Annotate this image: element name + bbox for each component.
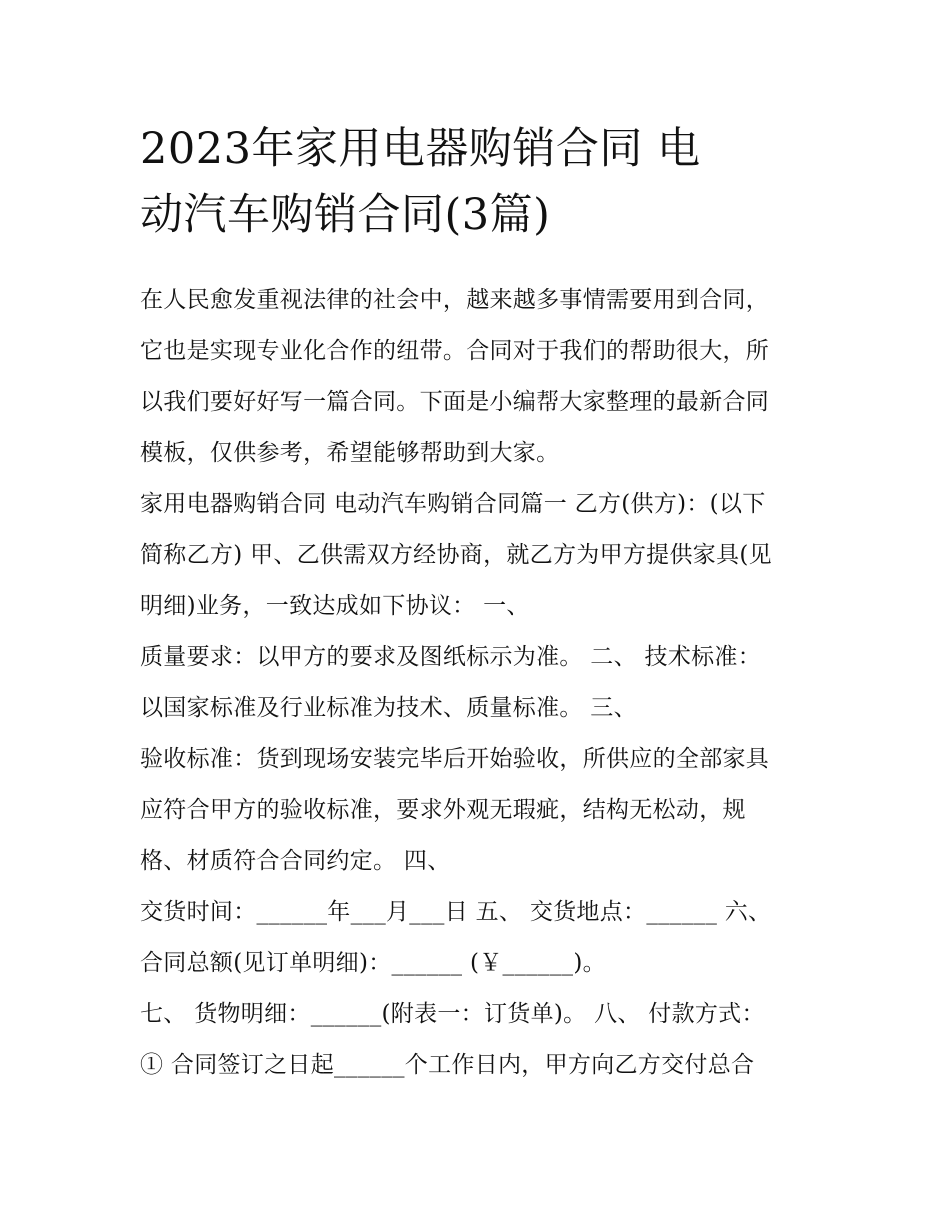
body-line: 交货时间：______年___月___日 五、 交货地点：______ 六、 xyxy=(140,899,772,925)
body-line: 以我们要好好写一篇合同。下面是小编帮大家整理的最新合同 xyxy=(140,389,770,415)
body-line: 模板，仅供参考，希望能够帮助到大家。 xyxy=(140,440,560,466)
body-line: 应符合甲方的验收标准，要求外观无瑕疵，结构无松动，规 xyxy=(140,797,746,823)
body-line: 格、材质符合合同约定。 四、 xyxy=(140,848,451,874)
document-body xyxy=(140,282,820,1098)
body-line: 明细)业务，一致达成如下协议： 一、 xyxy=(140,593,530,619)
body-line: 家用电器购销合同 电动汽车购销合同篇一 乙方(供方)：(以下 xyxy=(140,491,766,517)
title-line: 动汽车购销合同(3篇) xyxy=(140,190,551,240)
body-line: 简称乙方) 甲、乙供需双方经协商，就乙方为甲方提供家具(见 xyxy=(140,542,772,568)
body-line: 以国家标准及行业标准为技术、质量标准。 三、 xyxy=(140,695,637,721)
body-line: 七、 货物明细：______(附表一：订货单)。 八、 付款方式： xyxy=(140,1001,765,1027)
body-line: 质量要求：以甲方的要求及图纸标示为准。 二、 技术标准： xyxy=(140,644,762,670)
body-line: 在人民愈发重视法律的社会中，越来越多事情需要用到合同， xyxy=(140,287,770,313)
body-line: 验收标准：货到现场安装完毕后开始验收，所供应的全部家具 xyxy=(140,746,770,772)
document-title xyxy=(140,116,840,248)
body-line: 它也是实现专业化合作的纽带。合同对于我们的帮助很大，所 xyxy=(140,338,770,364)
body-line: 合同总额(见订单明细)：______ (￥______)。 xyxy=(140,950,606,976)
body-line: ① 合同签订之日起______个工作日内，甲方向乙方交付总合 xyxy=(140,1052,755,1078)
title-line: 2023年家用电器购销合同 电 xyxy=(140,124,701,174)
